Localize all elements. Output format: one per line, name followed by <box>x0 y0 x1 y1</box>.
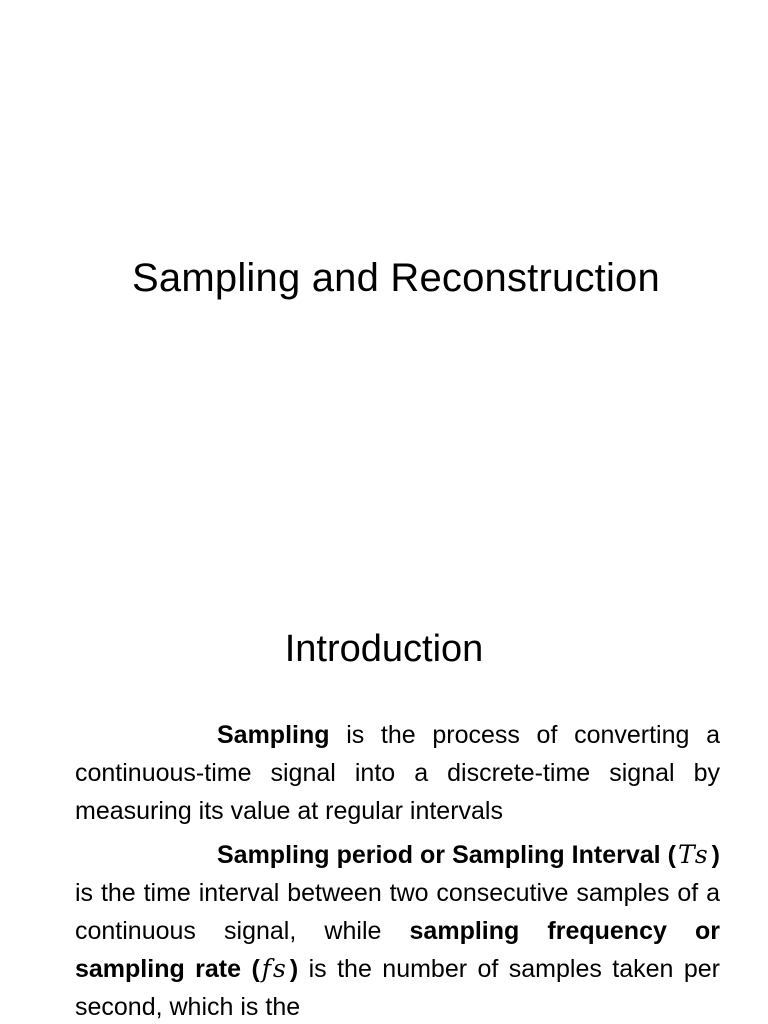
paragraph-sampling-period <box>75 836 720 1024</box>
sampling-frequency-text: is the number of samples taken per second, which is the <box>75 955 720 1021</box>
sampling-period-text: is the time interval between two consecutive samples of a continuous signal, while <box>75 879 720 945</box>
introduction-body <box>75 716 720 1024</box>
term-sampling-period: Sampling period or Sampling Interval <box>217 841 661 869</box>
close-paren-fs: ) <box>289 955 299 983</box>
document-title: Sampling and Reconstruction <box>132 256 660 300</box>
term-sampling-frequency: sampling frequency or sampling rate ( <box>75 917 720 983</box>
term-sampling: Sampling <box>217 721 330 749</box>
section-heading-introduction: Introduction <box>284 628 484 670</box>
paragraph-sampling-definition <box>75 716 720 830</box>
symbol-fs: fs <box>261 954 288 983</box>
sampling-definition-text: is the process of converting a continuous-time signal into a discrete-time signal by measuring its value at regular intervals <box>75 721 720 825</box>
close-paren-ts: ) <box>711 841 720 869</box>
open-paren-ts: ( <box>667 841 676 869</box>
symbol-ts: Ts <box>677 840 710 869</box>
